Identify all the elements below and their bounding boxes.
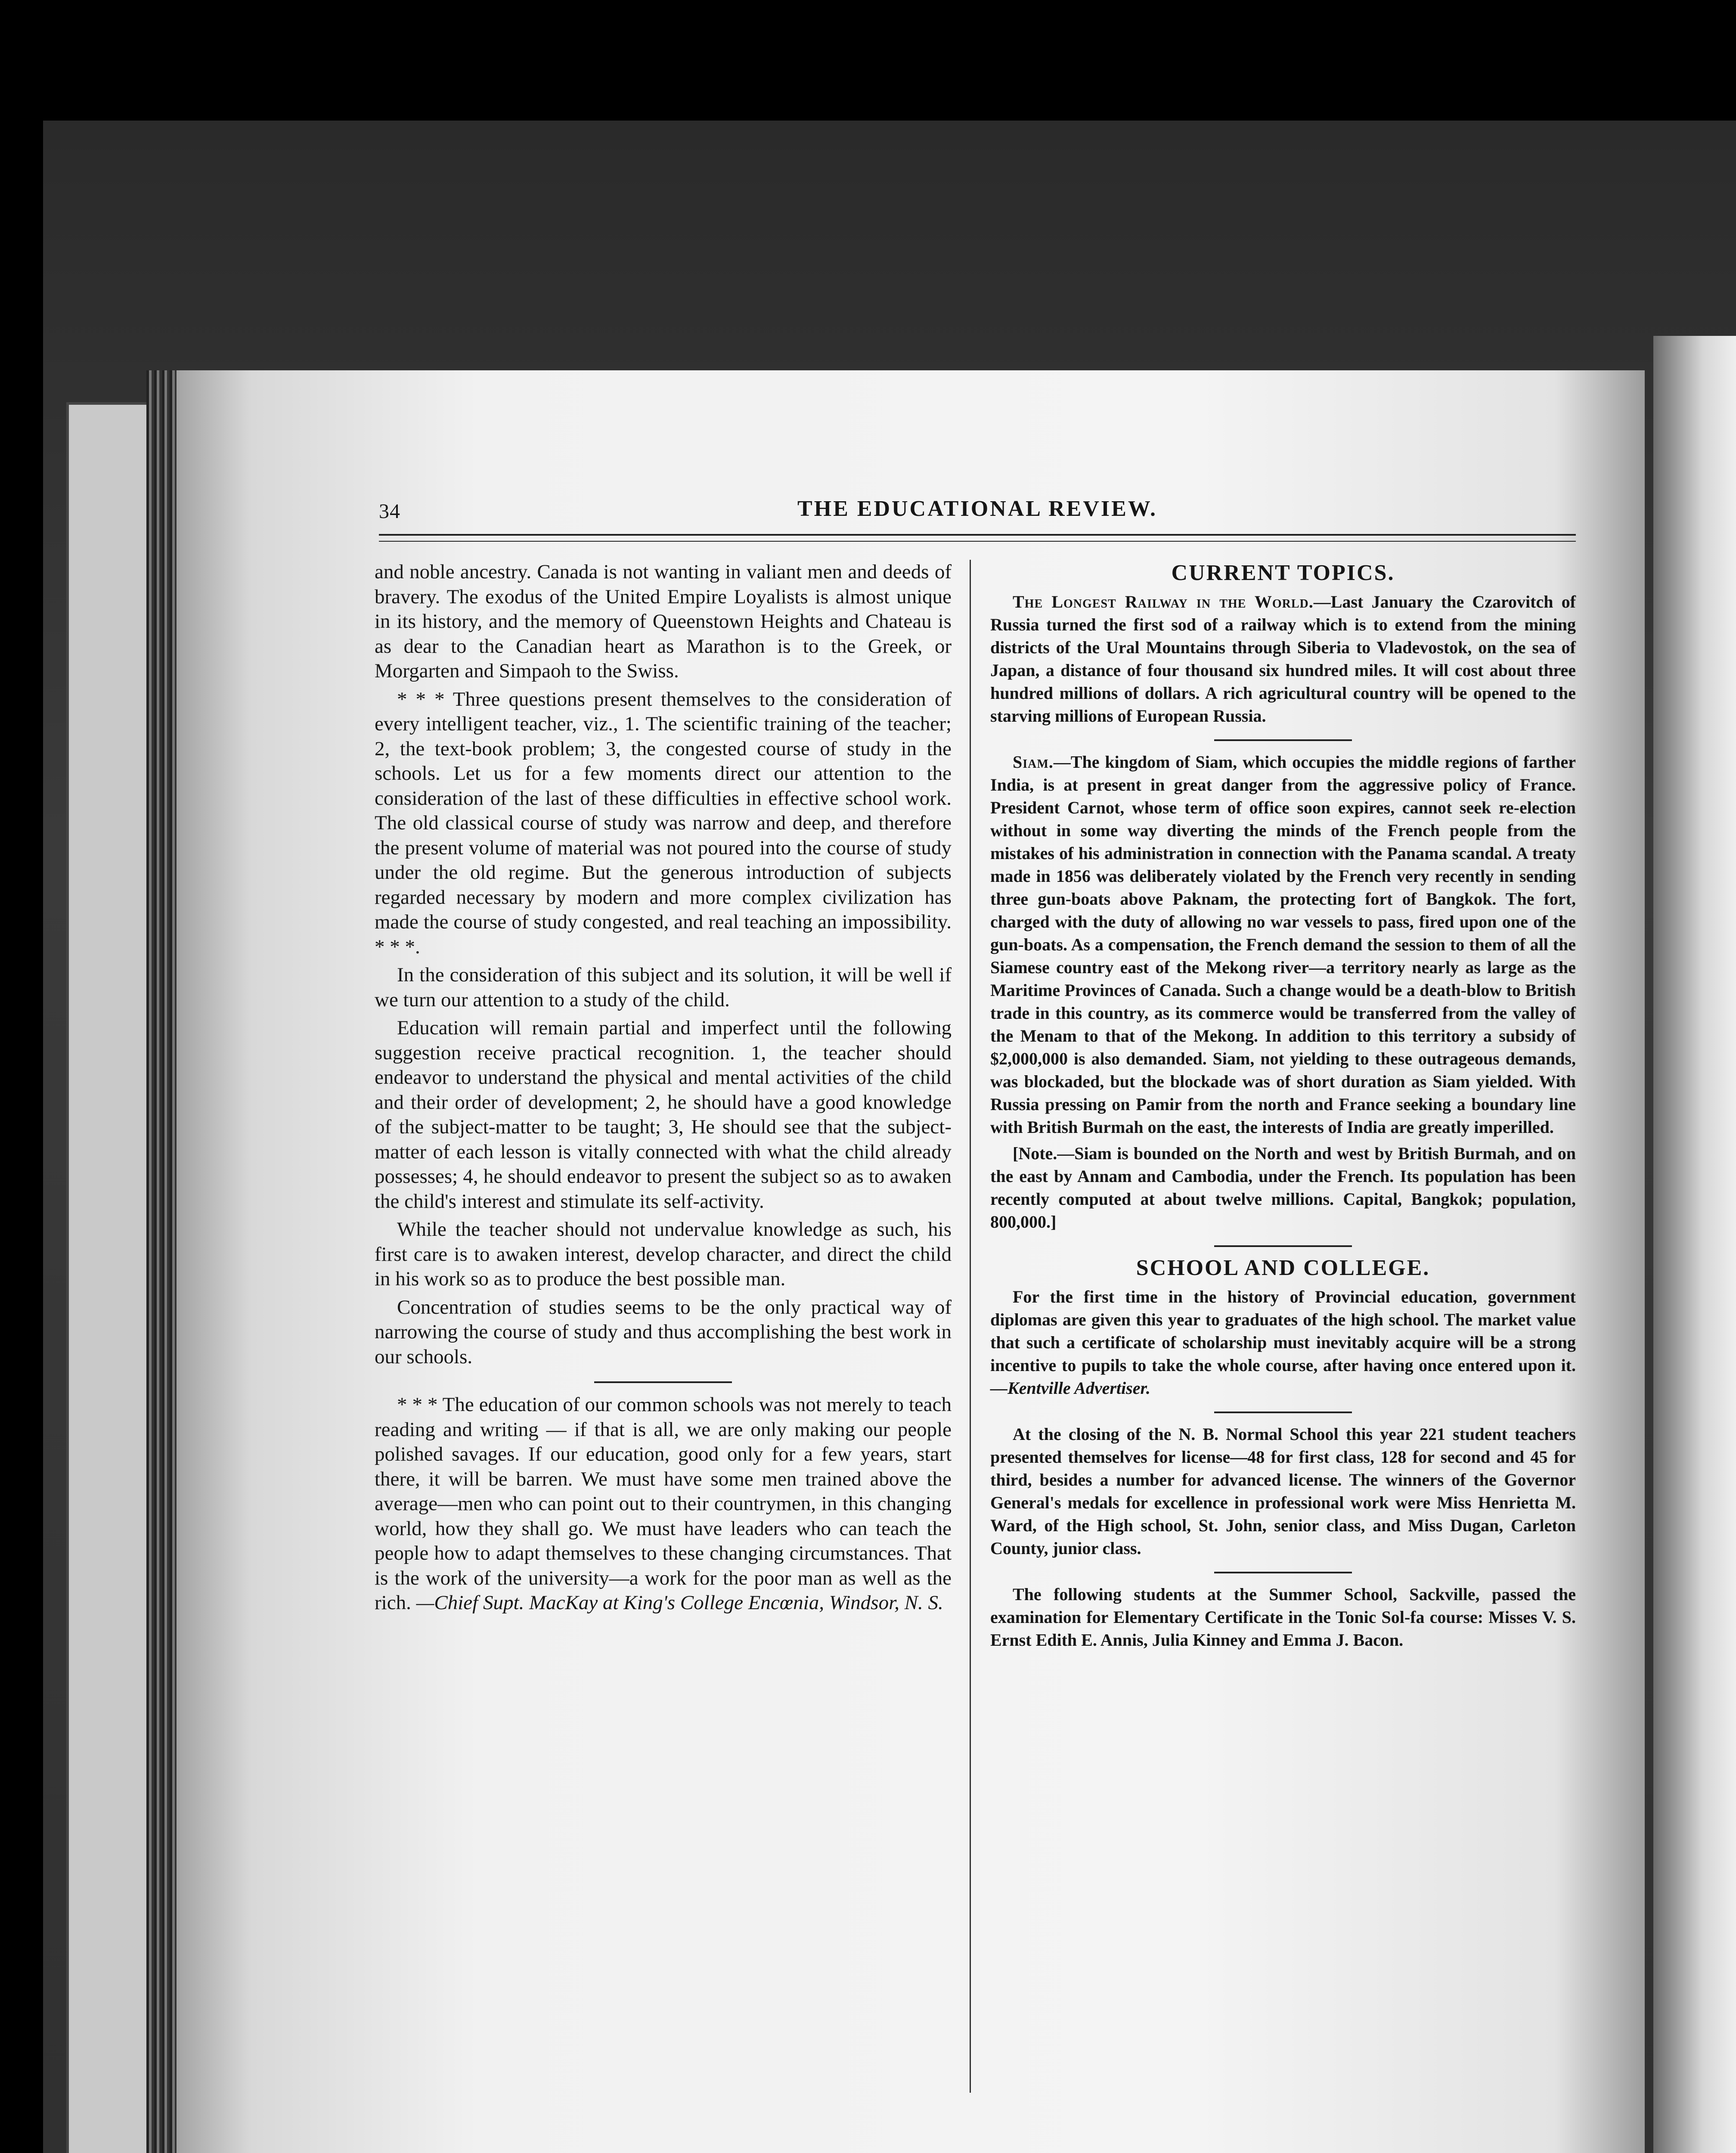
quote-text: * * * The education of our common schools was not merely to teach reading and writing — if that is all, we are only making our people polished savages. If our education, good only for a few years, start there, it will be barren. We must have some men trained above the average—men who can point out to their countrymen, in this changing world, how they shall go. We must have leaders who can teach the people how to adapt themselves to these changing circumstances. That is the work of the university—a work for the poor man as well as the rich. — [375, 1393, 952, 1614]
facing-page-edge — [1653, 336, 1736, 2153]
topic-siam — [990, 751, 1576, 1139]
siam-note: [Note.—Siam is bounded on the North and west by British Burmah, and on the east by Annam and Cambodia, under the French. Its population has been recently computed at about twelve millions. Capital, Bangkok; population, 800,000.] — [990, 1144, 1576, 1232]
topic-railway — [990, 590, 1576, 727]
running-title: THE EDUCATIONAL REVIEW. — [797, 496, 1158, 521]
paragraph: At the closing of the N. B. Normal School this year 221 student teachers presented themselves for license—48 for first class, 128 for second and 45 for third, besides a number for advanced license. The winners of the Governor General's medals for excellence in professional work were Miss Henrietta M. Ward, of the High school, St. John, senior class, and Miss Dugan, Carleton County, junior class. — [990, 1424, 1576, 1558]
paragraph: In the consideration of this subject and its solution, it will be well if we turn our attention to a study of the child. — [375, 964, 952, 1011]
topic-body: —Last January the Czarovitch of Russia turned the first sod of a railway which is to extend from the mining districts of the Ural Mountains through Siberia to Vladevostok, on the sea of Japan, a distance of four thousand six hundred miles. It will cost about three hundred millions of dollars. A rich agricultural country will be opened to the starving millions of European Russia. — [990, 592, 1576, 726]
page-number: 34 — [379, 500, 400, 523]
news-divider — [1214, 1572, 1352, 1573]
topic-divider — [1214, 739, 1352, 741]
topic-lead: The Longest Railway in the World. — [1013, 592, 1314, 611]
paragraph: * * * Three questions present themselves to the consideration of every intelligent teacher, viz., 1. The scientific training of the teacher; 2, the text-book problem; 3, the congested course of study in the schools. Let us for a few moments direct our attention to the consideration of the last of these difficulties in effective school work. The old classical course of study was narrow and deep, and therefore the present volume of material was not poured into the course of study under the old regime. But the generous introduction of subjects regarded necessary by modern and more complex civilization has made the course of study congested, and real teaching an impossibility. * * *. — [375, 688, 952, 958]
news-text: For the first time in the history of Provincial education, government diplomas are given this year to graduates of the high school. The market value that such a certificate of scholarship must inevitably acquire will be a strong incentive to pupils to take the whole course, after having once entered upon it. — [990, 1287, 1576, 1375]
paragraph: The following students at the Summer School, Sackville, passed the examination for Elementary Certificate in the Tonic Sol-fa course: Misses V. S. Ernst Edith E. Annis, Julia Kinney and Emma J. Bacon. — [990, 1585, 1576, 1650]
paragraph — [375, 1393, 952, 1616]
paragraph: While the teacher should not undervalue knowledge as such, his first care is to awaken interest, develop character, and direct the child in his work so as to produce the best possible man. — [375, 1218, 952, 1290]
section-divider — [1214, 1245, 1352, 1247]
header-rule — [379, 534, 1576, 542]
right-column — [990, 560, 1576, 1651]
page-header — [379, 496, 1576, 530]
section-divider — [594, 1381, 732, 1383]
paragraph — [990, 1285, 1576, 1399]
paragraph: and noble ancestry. Canada is not wanting in valiant men and deeds of bravery. The exodus of the United Empire Loyalists is almost unique in its history, and the memory of Queenstown Heights and Chateau is as dear to the Canadian heart as Marathon is to the Greek, or Morgarten and Simpaoh to the Swiss. — [375, 561, 952, 682]
news-divider — [1214, 1412, 1352, 1413]
section-heading-school-and-college: SCHOOL AND COLLEGE. — [1136, 1256, 1430, 1280]
topic-lead: Siam. — [1013, 752, 1054, 772]
section-heading-current-topics: CURRENT TOPICS. — [1171, 561, 1395, 585]
paragraph: Education will remain partial and imperfect until the following suggestion receive practical recognition. 1, the teacher should endeavor to understand the physical and mental activities of the child and their order of development; 2, he should have a good knowledge of the subject-matter to be taught; 3, He should see that the subject-matter of each lesson is vitally connected with what the child already possesses; 4, he should endeavor to present the subject so as to awaken the child's interest and stimulate its self-activity. — [375, 1017, 952, 1213]
paragraph: Concentration of studies seems to be the only practical way of narrowing the course of study and thus accomplishing the best work in our schools. — [375, 1296, 952, 1368]
book-page — [146, 370, 1645, 2153]
news-attribution: —Kentville Advertiser. — [990, 1378, 1150, 1398]
quote-attribution: —Chief Supt. MacKay at King's College Encœnia, Windsor, N. S. — [416, 1591, 943, 1614]
column-divider — [970, 560, 971, 2093]
topic-body: —The kingdom of Siam, which occupies the middle regions of farther India, is at present in great danger from the aggressive policy of France. President Carnot, whose term of office soon expires, cannot seek re-election without in some way diverting the minds of the French people from the mistakes of his administration in connection with the Panama scandal. A treaty made in 1856 was deliberately violated by the French very recently in sending three gun-boats above Paknam, the protecting fort of Bangkok. The fort, charged with the duty of allowing no war vessels to pass, fired upon one of the gun-boats. As a compensation, the French demand the session to them of all the Siamese country east of the Mekong river—a territory nearly as large as the Maritime Provinces of Canada. Such a change would be a death-blow to British trade in this country, as its commerce would be transferred from the valley of the Menam to that of the Mekong. In addition to this territory a subsidy of $2,000,000 is also demanded. Siam, not yielding to these outrageous demands, was blockaded, but the blockade was of short duration as Siam yielded. With Russia pressing on Pamir from the north and France seeking a boundary line with British Burmah on the east, the interests of India are greatly imperilled. — [990, 752, 1576, 1137]
left-column — [375, 560, 952, 1616]
page-gutter-edge — [146, 370, 177, 2153]
